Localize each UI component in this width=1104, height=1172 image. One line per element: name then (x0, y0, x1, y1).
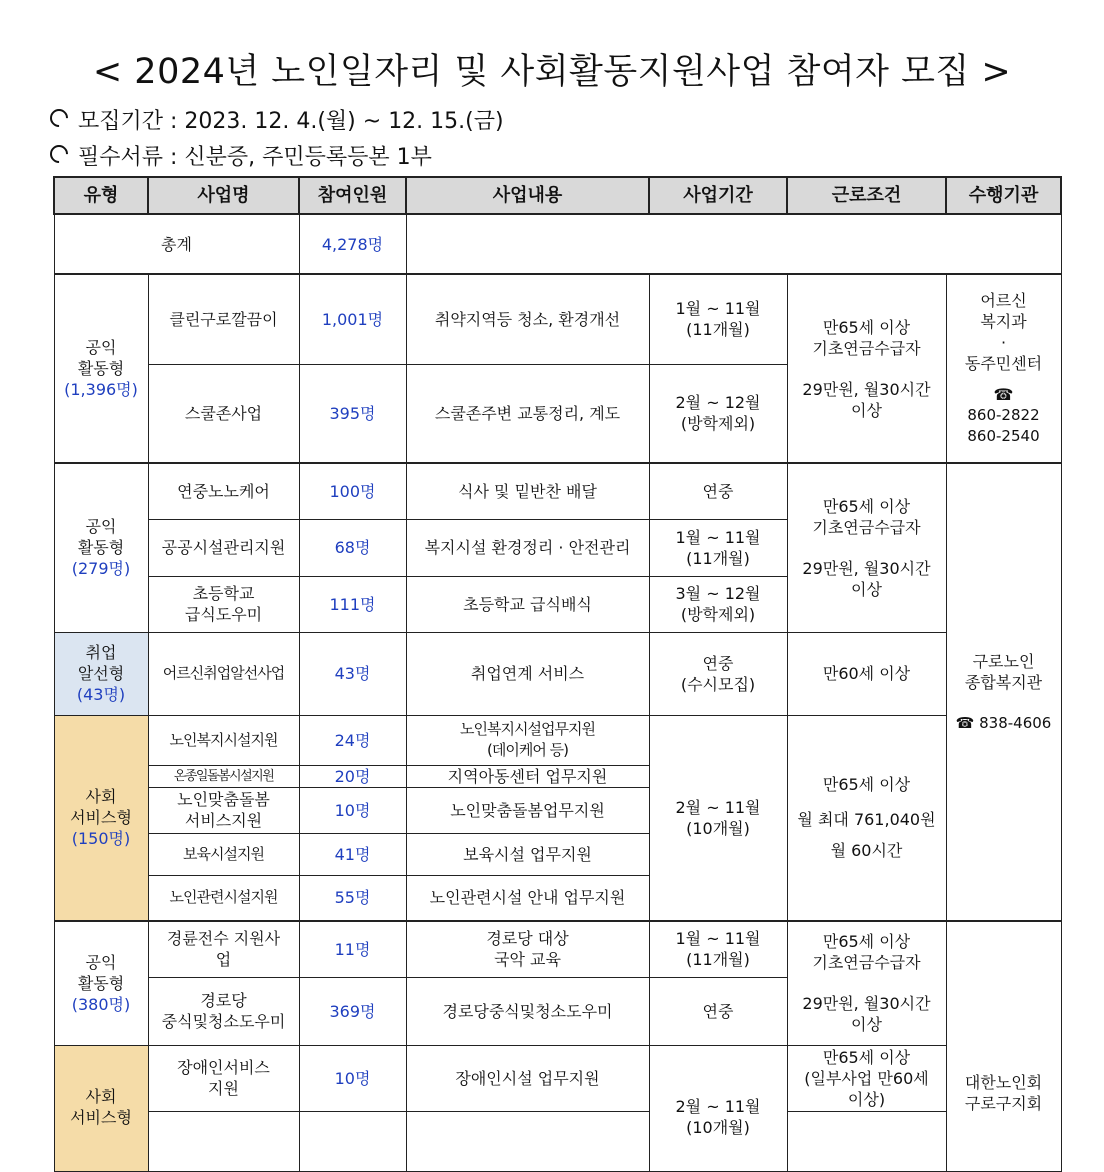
table-row: 공익 활동형 (1,396명) 클린구로깔끔이 1,001명 취약지역등 청소, 환경개선 1월 ~ 11월 (11개월) 만65세 이상 기초연금수급자 29만원, 월30시간 이상 어르신 복지과 · 동주민센터 ☎ 860-2822 860-2540 (54, 274, 1061, 364)
page-title: < 2024년 노인일자리 및 사회활동지원사업 참여자 모집 > (92, 52, 1012, 92)
type-cell: 공익 활동형 (380명) (54, 921, 148, 1045)
type-cell: 사회 서비스형 (54, 1045, 148, 1171)
circle-bullet-icon (46, 105, 71, 130)
org-cell: 대한노인회 구로구지회 (946, 921, 1061, 1171)
table-row: 사회 서비스형 장애인서비스 지원 10명 장애인시설 업무지원 2월 ~ 11월 (10개월) 만65세 이상 (일부사업 만60세 이상) (54, 1045, 1061, 1111)
table-row: 초등학교 급식도우미 111명 초등학교 급식배식 3월 ~ 12월 (방학제외) (54, 576, 1061, 632)
phone-icon: ☎ (993, 385, 1014, 404)
table-row (54, 1111, 1061, 1171)
table-row: 취업 알선형 (43명) 어르신취업알선사업 43명 취업연계 서비스 연중 (수시모집) 만60세 이상 (54, 632, 1061, 715)
table-row: 공익 활동형 (380명) 경륜전수 지원사 업 11명 경로당 대상 국악 교육 1월 ~ 11월 (11개월) 만65세 이상 기초연금수급자 29만원, 월30시간 이상 대한노인회 구로구지회 (54, 921, 1061, 977)
table-row: 노인맞춤돌봄 서비스지원 10명 노인맞춤돌봄업무지원 (54, 787, 1061, 833)
table-row: 노인관련시설지원 55명 노인관련시설 안내 업무지원 (54, 875, 1061, 921)
required-documents: 필수서류 : 신분증, 주민등록등본 1부 (50, 140, 432, 171)
table-header: 유형 사업명 참여인원 사업내용 사업기간 근로조건 수행기관 (54, 177, 1061, 214)
table-row: 경로당 중식및청소도우미 369명 경로당중식및청소도우미 연중 (54, 977, 1061, 1045)
type-cell: 취업 알선형 (43명) (54, 632, 148, 715)
table-row: 온종일돌봄시설지원 20명 지역아동센터 업무지원 (54, 765, 1061, 787)
type-cell: 공익 활동형 (1,396명) (54, 274, 148, 463)
table-row: 스쿨존사업 395명 스쿨존주변 교통정리, 계도 2월 ~ 12월 (방학제외) (54, 364, 1061, 463)
type-cell: 사회 서비스형 (150명) (54, 715, 148, 921)
table-row: 보육시설지원 41명 보육시설 업무지원 (54, 833, 1061, 875)
circle-bullet-icon (46, 141, 71, 166)
table-row: 공익 활동형 (279명) 연중노노케어 100명 식사 및 밑반찬 배달 연중 만65세 이상 기초연금수급자 29만원, 월30시간 이상 구로노인 종합복지관 ☎ 838-4606 (54, 463, 1061, 519)
recruit-period: 모집기간 : 2023. 12. 4.(월) ~ 12. 15.(금) (50, 104, 504, 135)
table-row: 사회 서비스형 (150명) 노인복지시설지원 24명 노인복지시설업무지원 (데이케어 등) 2월 ~ 11월 (10개월) 만65세 이상 월 최대 761,040원 월 60시간 (54, 715, 1061, 765)
phone-icon: ☎ 838-4606 (955, 713, 1052, 732)
program-table (53, 176, 1062, 1172)
table-row: 공공시설관리지원 68명 복지시설 환경정리 · 안전관리 1월 ~ 11월 (11개월) (54, 519, 1061, 576)
total-row: 총계 4,278명 (54, 214, 1061, 274)
org-cell: 구로노인 종합복지관 ☎ 838-4606 (946, 463, 1061, 921)
org-cell: 어르신 복지과 · 동주민센터 ☎ 860-2822 860-2540 (946, 274, 1061, 463)
type-cell: 공익 활동형 (279명) (54, 463, 148, 632)
